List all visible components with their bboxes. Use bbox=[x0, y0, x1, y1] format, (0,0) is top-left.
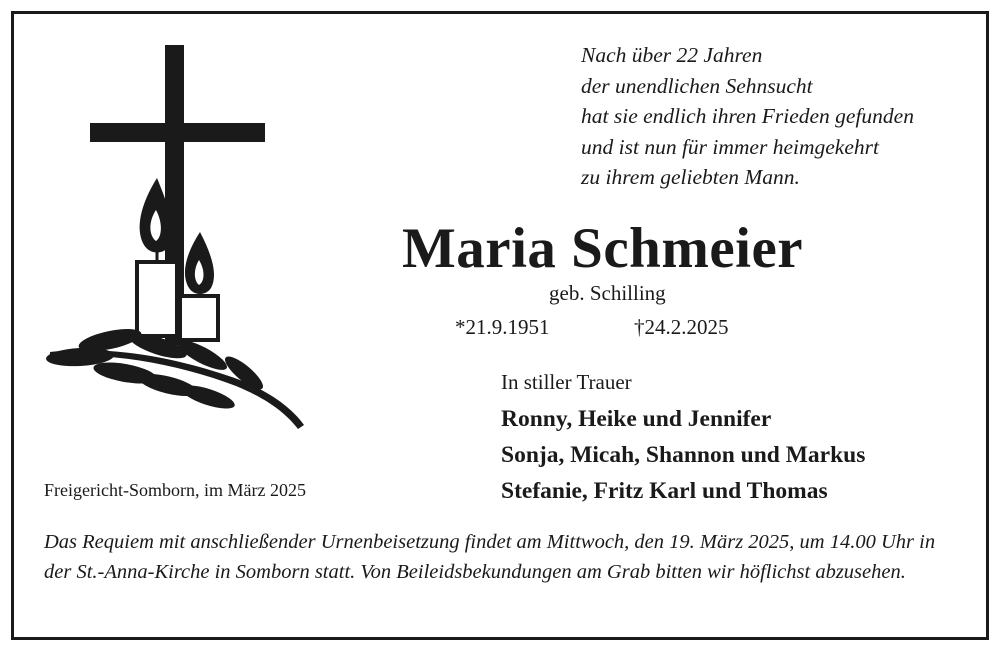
candle-icon bbox=[180, 232, 218, 340]
deceased-name: Maria Schmeier bbox=[402, 217, 804, 280]
mourner-line: Ronny, Heike und Jennifer bbox=[501, 406, 772, 432]
service-info: Das Requiem mit anschließender Urnenbeisetzung findet am Mittwoch, den 19. März 2025, um 14.00 Uhr in der St.-Anna-Kirche in Somborn statt. Von Beileidsbekundungen am Grab bitten wir höflichst abzusehen. bbox=[44, 531, 936, 583]
mourner-line: Sonja, Micah, Shannon und Markus bbox=[501, 442, 866, 468]
cross-candles-emblem bbox=[40, 40, 310, 440]
place-date: Freigericht-Somborn, im März 2025 bbox=[44, 480, 306, 500]
mourner-line: Stefanie, Fritz Karl und Thomas bbox=[501, 478, 828, 504]
mourners-list bbox=[501, 401, 865, 509]
birth-date: *21.9.1951 bbox=[455, 315, 550, 339]
death-date: †24.2.2025 bbox=[634, 315, 729, 339]
poem-line: hat sie endlich ihren Frieden gefunden bbox=[581, 104, 914, 128]
poem-line: der unendlichen Sehnsucht bbox=[581, 73, 813, 98]
poem-line: und ist nun für immer heimgekehrt bbox=[581, 134, 879, 159]
maiden-name: geb. Schilling bbox=[549, 281, 666, 305]
poem-line: Nach über 22 Jahren bbox=[581, 43, 763, 67]
memorial-poem bbox=[581, 40, 914, 193]
mourning-intro: In stiller Trauer bbox=[501, 370, 632, 394]
poem-line: zu ihrem geliebten Mann. bbox=[581, 165, 800, 189]
